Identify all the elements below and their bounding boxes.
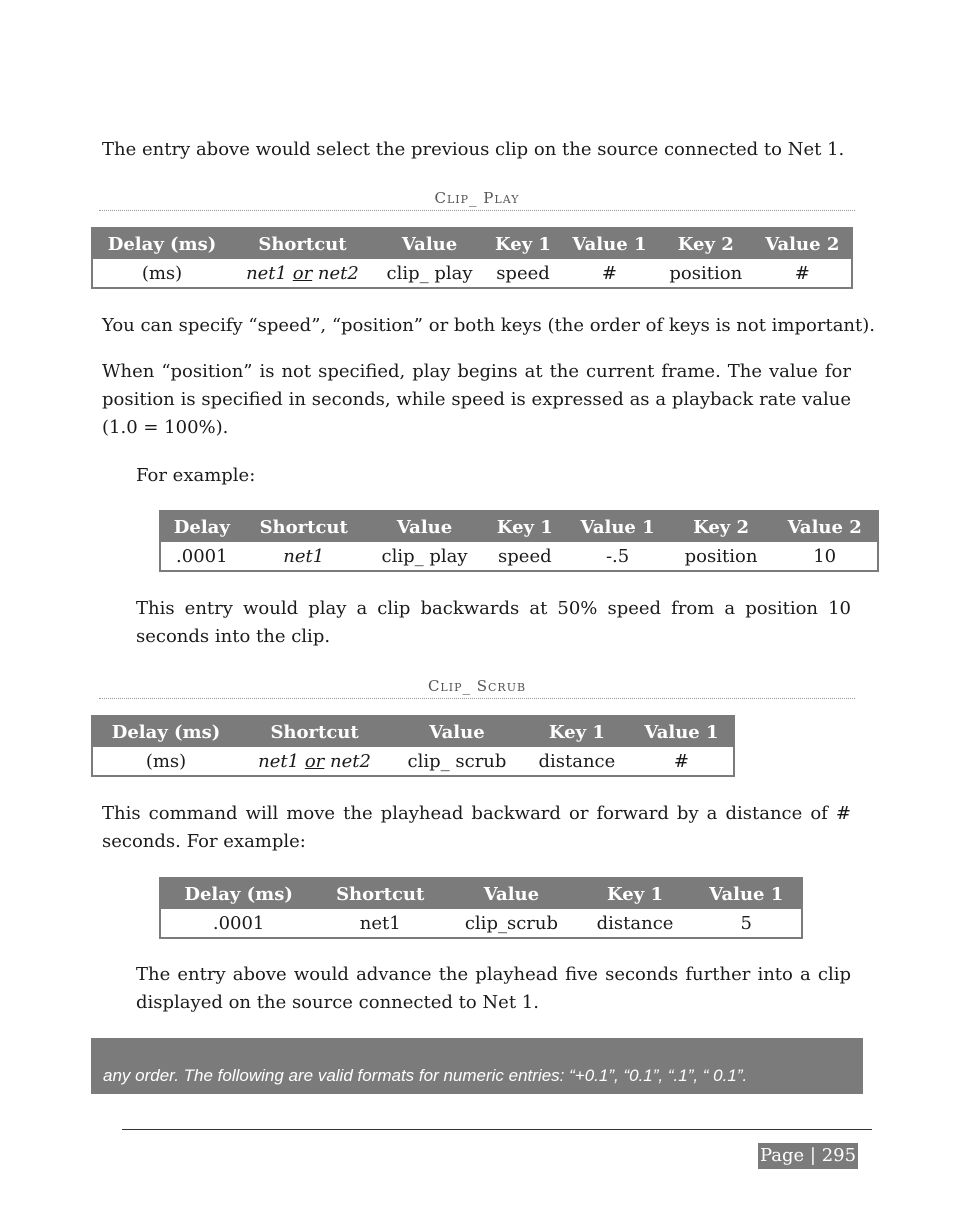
value2-cell: 10 — [813, 545, 837, 567]
shortcut-net1: net1 — [258, 750, 300, 772]
clip-scrub-heading: Clip_ Scrub — [99, 677, 855, 699]
table-row — [92, 747, 734, 776]
shortcut-cell: net1 — [359, 912, 401, 934]
table-row — [92, 259, 852, 288]
shortcut-cell — [231, 259, 374, 288]
key2-cell: position — [684, 545, 758, 567]
shortcut-cell — [239, 747, 390, 776]
key2-cell: position — [669, 262, 743, 284]
value1-cell: # — [673, 750, 690, 772]
column-header: Delay — [160, 511, 243, 542]
column-header: Key 1 — [579, 878, 692, 909]
note-text: any order. The following are valid formats for numeric entries: “+0.1”, “0.1”, “.1”, “ 0.1”. — [103, 1066, 748, 1085]
column-header: Value 2 — [772, 511, 878, 542]
column-header: Delay (ms) — [92, 228, 231, 259]
column-header: Shortcut — [231, 228, 374, 259]
column-header: Value 1 — [691, 878, 802, 909]
value-cell: clip_ play — [386, 262, 473, 284]
shortcut-or: or — [292, 262, 313, 284]
column-header: Delay (ms) — [160, 878, 316, 909]
example-label: For example: — [136, 465, 256, 486]
delay-cell: (ms) — [145, 750, 187, 772]
shortcut-net2: net2 — [317, 262, 359, 284]
clip-play-example-table — [159, 510, 879, 572]
value-cell: clip_scrub — [464, 912, 558, 934]
intro-paragraph: The entry above would select the previous clip on the source connected to Net 1. — [102, 139, 845, 160]
value-cell: clip_ play — [381, 545, 468, 567]
table-row — [160, 542, 878, 571]
shortcut-net1: net1 — [246, 262, 287, 284]
key1-cell: speed — [496, 262, 550, 284]
footer-rule — [122, 1129, 872, 1130]
value1-cell: 5 — [740, 912, 752, 934]
page-number: Page | 295 — [758, 1143, 858, 1169]
scrub-paragraph: This command will move the playhead backward or forward by a distance of # seconds. For example: — [102, 803, 851, 852]
scrub-example-description: The entry above would advance the playhead five seconds further into a clip displayed on the source connected to Net 1. — [136, 964, 851, 1013]
delay-cell: .0001 — [176, 545, 228, 567]
table-row — [160, 909, 802, 938]
play-example-description: This entry would play a clip backwards at 50% speed from a position 10 seconds into the clip. — [136, 598, 851, 647]
column-header: Key 1 — [484, 511, 565, 542]
shortcut-cell: net1 — [283, 545, 325, 567]
table-header-row — [160, 878, 802, 909]
clip-play-heading: Clip_ Play — [99, 189, 855, 211]
value1-cell: # — [601, 262, 617, 284]
table-header-row — [92, 716, 734, 747]
column-header: Key 2 — [670, 511, 773, 542]
value-cell: clip_ scrub — [407, 750, 507, 772]
position-paragraph: When “position” is not specified, play begins at the current frame. The value for position is specified in seconds, while speed is expressed as a playback rate value (1.0 = 100%). — [102, 361, 851, 438]
shortcut-or: or — [304, 750, 325, 772]
column-header: Shortcut — [239, 716, 390, 747]
keys-paragraph: You can specify “speed”, “position” or both keys (the order of keys is not important). — [102, 315, 875, 336]
clip-play-table — [91, 227, 853, 289]
column-header: Key 1 — [485, 228, 561, 259]
value1-cell: -.5 — [605, 545, 630, 567]
column-header: Value — [444, 878, 578, 909]
table-header-row — [92, 228, 852, 259]
column-header: Value — [365, 511, 484, 542]
column-header: Value 1 — [561, 228, 658, 259]
column-header: Value — [374, 228, 485, 259]
column-header: Shortcut — [243, 511, 365, 542]
value2-cell: # — [794, 262, 810, 284]
key1-cell: distance — [596, 912, 674, 934]
column-header: Delay (ms) — [92, 716, 239, 747]
column-header: Value 2 — [754, 228, 852, 259]
clip-scrub-table — [91, 715, 735, 777]
column-header: Shortcut — [316, 878, 444, 909]
delay-cell: (ms) — [141, 262, 183, 284]
key1-cell: speed — [498, 545, 552, 567]
note-box — [91, 1038, 863, 1094]
key1-cell: distance — [538, 750, 616, 772]
column-header: Value — [390, 716, 524, 747]
shortcut-net2: net2 — [330, 750, 371, 772]
column-header: Value 1 — [565, 511, 669, 542]
clip-scrub-example-table — [159, 877, 803, 939]
column-header: Key 2 — [658, 228, 754, 259]
delay-cell: .0001 — [212, 912, 265, 934]
column-header: Key 1 — [524, 716, 630, 747]
column-header: Value 1 — [630, 716, 734, 747]
table-header-row — [160, 511, 878, 542]
